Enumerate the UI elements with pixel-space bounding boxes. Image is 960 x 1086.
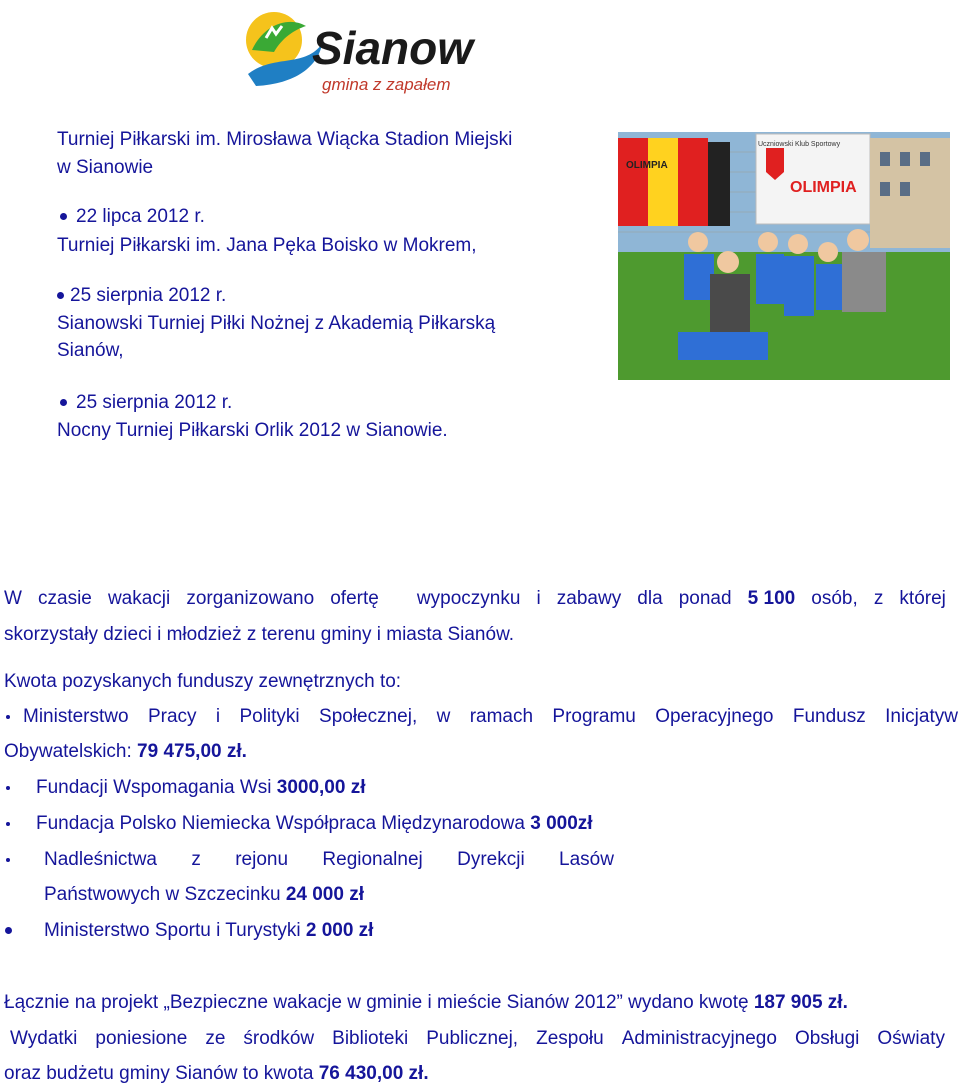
funding-item2: Fundacji Wspomagania Wsi 3000,00 zł	[36, 777, 366, 798]
summary-line2: skorzystały dzieci i młodzież z terenu gminy i miasta Sianów.	[4, 624, 515, 645]
event-3-date: 25 sierpnia 2012 r.	[70, 285, 227, 306]
event-1-line2: w Sianowie	[57, 157, 154, 178]
funding-item2-amount: 3000,00 zł	[276, 777, 366, 798]
event-2-line1: Turniej Piłkarski im. Jana Pęka Boisko w Mokrem,	[57, 235, 477, 256]
bullet-dot	[60, 213, 67, 220]
summary-line1: W czasie wakacji zorganizowano ofertę wypoczynku i zabawy dla ponad 5 100 osób, z której	[4, 588, 946, 609]
funding-item1-line2: Obywatelskich: 79 475,00 zł.	[4, 741, 247, 762]
banner-text: OLIMPIA	[790, 179, 857, 196]
bullet-dot	[6, 786, 10, 790]
funding-item4-amount: 24 000 zł	[285, 884, 364, 905]
bullet-dot	[60, 399, 67, 406]
event-1-line1: Turniej Piłkarski im. Mirosława Wiącka Stadion Miejski	[57, 129, 513, 150]
funding-item3: Fundacja Polsko Niemiecka Współpraca Międzynarodowa 3 000zł	[36, 813, 593, 834]
event-2-date: 22 lipca 2012 r.	[76, 206, 205, 227]
bullet-dot	[6, 858, 10, 862]
bullet-dot	[6, 822, 10, 826]
expenses-amount: 76 430,00 zł.	[318, 1063, 429, 1084]
expenses-line2: oraz budżetu gminy Sianów to kwota 76 430,00 zł.	[4, 1063, 429, 1084]
expenses-line1: Wydatki poniesione ze środków Biblioteki Publicznej, Zespołu Administracyjnego Obsługi Oświaty	[10, 1028, 945, 1049]
funding-item5-amount: 2 000 zł	[305, 920, 374, 941]
banner-left-text: OLIMPIA	[626, 160, 668, 171]
funding-item1-amount: 79 475,00 zł.	[137, 741, 247, 762]
event-4-date: 25 sierpnia 2012 r.	[76, 392, 233, 413]
bullet-dot	[57, 292, 64, 299]
banner-caption: Uczniowski Klub Sportowy	[758, 141, 841, 148]
funding-item1-line1: Ministerstwo Pracy i Polityki Społecznej, w ramach Programu Operacyjnego Fundusz Inicjatyw	[23, 706, 958, 727]
funding-heading: Kwota pozyskanych funduszy zewnętrznych to:	[4, 671, 402, 692]
total-line: Łącznie na projekt „Bezpieczne wakacje w gminie i mieście Sianów 2012” wydano kwotę 187 905 zł.	[4, 992, 848, 1013]
logo-wordmark: Sianow	[312, 22, 474, 74]
funding-item4-line1: Nadleśnictwa z rejonu Regionalnej Dyrekcji Lasów	[44, 849, 614, 870]
funding-item3-amount: 3 000zł	[530, 813, 593, 834]
event-4-line1: Nocny Turniej Piłkarski Orlik 2012 w Sianowie.	[57, 420, 448, 441]
bullet-dot	[6, 715, 10, 719]
event-3-line1: Sianowski Turniej Piłki Nożnej z Akademią Piłkarską	[57, 313, 496, 334]
logo-tagline: gmina z zapałem	[322, 75, 451, 94]
event-3-line2: Sianów,	[57, 340, 124, 361]
total-amount: 187 905 zł.	[753, 992, 848, 1013]
funding-item4-line2: Państwowych w Szczecinku 24 000 zł	[44, 884, 364, 905]
sianow-logo	[244, 4, 490, 100]
funding-item5: Ministerstwo Sportu i Turystyki 2 000 zł	[44, 920, 374, 941]
football-team-photo	[618, 132, 950, 380]
bullet-dot	[5, 927, 12, 934]
